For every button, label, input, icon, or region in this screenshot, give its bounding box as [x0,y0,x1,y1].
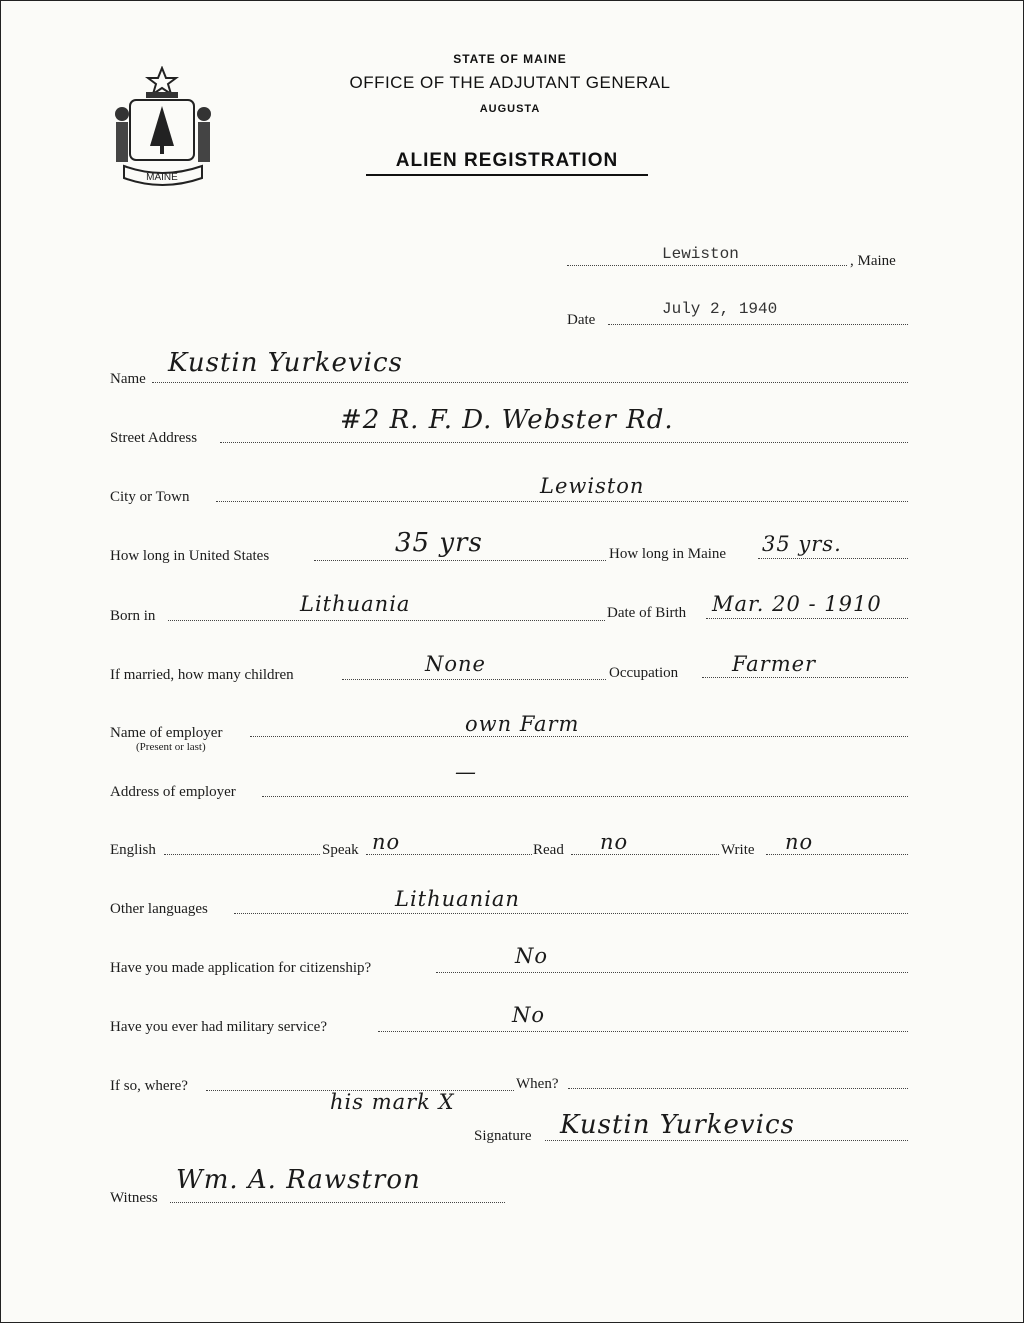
speak-value[interactable]: no [372,830,401,854]
witness-label: Witness [110,1190,158,1206]
children-label: If married, how many children [110,667,294,683]
location-value[interactable]: Lewiston [662,245,739,263]
date-line [608,324,908,325]
employer-address-label: Address of employer [110,784,236,800]
street-value[interactable]: #2 R. F. D. Webster Rd. [340,405,674,435]
children-value[interactable]: None [425,652,486,676]
maine-duration-label: How long in Maine [609,546,727,562]
english-line [164,854,320,855]
occupation-label: Occupation [609,665,679,681]
born-line [168,620,605,621]
us-duration-label: How long in United States [110,548,270,564]
witness-line [170,1202,505,1203]
employer-line [250,736,908,737]
employer-value[interactable]: own Farm [465,712,580,736]
us-duration-line [314,560,606,561]
date-label: Date [567,312,596,328]
city-value[interactable]: Lewiston [540,474,645,498]
read-label: Read [533,842,564,858]
occupation-value[interactable]: Farmer [732,652,817,676]
read-value[interactable]: no [600,830,629,854]
form-title: ALIEN REGISTRATION [366,150,648,176]
maine-state-seal [110,66,215,191]
witness-value[interactable]: Wm. A. Rawstron [176,1165,421,1195]
write-label: Write [721,842,755,858]
dob-label: Date of Birth [607,605,687,621]
employer-sublabel: (Present or last) [136,741,206,753]
military-label: Have you ever had military service? [110,1019,327,1035]
english-label: English [110,842,156,858]
write-line [766,854,908,855]
city-heading: AUGUSTA [479,103,541,115]
date-value[interactable]: July 2, 1940 [662,300,778,318]
seal-text: MAINE [146,172,178,183]
street-line [220,442,908,443]
street-label: Street Address [110,430,198,446]
maine-duration-line [758,558,908,559]
signature-label: Signature [474,1128,532,1144]
name-line [152,382,908,383]
born-value[interactable]: Lithuania [300,592,411,616]
speak-line [366,854,532,855]
employer-address-value[interactable]: — [455,760,477,784]
signature-value[interactable]: Kustin Yurkevics [560,1110,795,1140]
when-line [568,1088,908,1089]
occupation-line [702,677,908,678]
location-suffix: , Maine [850,253,896,269]
employer-address-line [262,796,908,797]
citizenship-label: Have you made application for citizenship? [110,960,372,976]
name-label: Name [110,371,146,387]
his-mark: his mark X [330,1090,455,1114]
languages-line [234,913,908,914]
citizenship-value[interactable]: No [515,944,549,968]
speak-label: Speak [322,842,359,858]
city-line [216,501,908,502]
dob-value[interactable]: Mar. 20 - 1910 [712,592,882,616]
languages-value[interactable]: Lithuanian [395,887,520,911]
maine-duration-value[interactable]: 35 yrs. [762,532,842,556]
us-duration-value[interactable]: 35 yrs [395,528,483,558]
office-heading: OFFICE OF THE ADJUTANT GENERAL [349,73,671,92]
city-label: City or Town [110,489,190,505]
location-line [567,265,847,266]
employer-label: Name of employer [110,725,223,741]
name-value[interactable]: Kustin Yurkevics [168,348,403,378]
citizenship-line [436,972,908,973]
signature-line [545,1140,908,1141]
military-value[interactable]: No [512,1003,546,1027]
when-label: When? [516,1076,559,1092]
languages-label: Other languages [110,901,208,917]
read-line [571,854,719,855]
military-line [378,1031,908,1032]
state-heading: STATE OF MAINE [453,52,567,66]
where-label: If so, where? [110,1078,188,1094]
born-label: Born in [110,608,156,624]
write-value[interactable]: no [785,830,814,854]
dob-line [706,618,908,619]
children-line [342,679,606,680]
